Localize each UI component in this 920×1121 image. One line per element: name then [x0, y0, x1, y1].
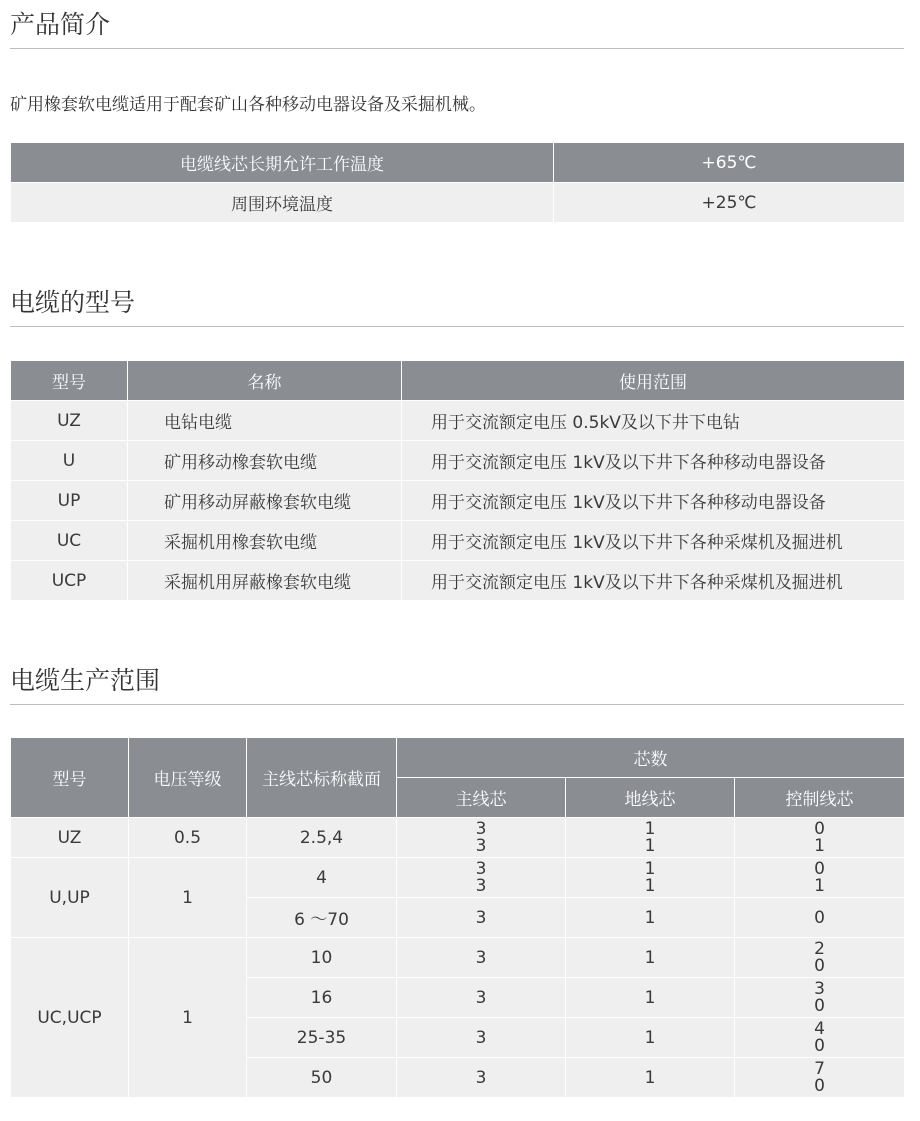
- voltage-cell: 1: [129, 858, 247, 938]
- ground-core-cell: 1 1: [566, 858, 735, 898]
- main-core-cell: 3: [397, 898, 566, 938]
- usage-cell: 用于交流额定电压 1kV及以下井下各种采煤机及掘进机: [402, 521, 905, 561]
- header-name: 名称: [128, 361, 402, 401]
- header-cores: 芯数: [397, 738, 905, 778]
- table-row: [11, 481, 905, 521]
- usage-cell: 用于交流额定电压 1kV及以下井下各种移动电器设备: [402, 441, 905, 481]
- main-core-cell: 3: [397, 1018, 566, 1058]
- model-cell: UZ: [11, 401, 128, 441]
- control-core-cell: 0: [735, 898, 905, 938]
- table-row: [11, 441, 905, 481]
- model-table: [10, 360, 905, 601]
- name-cell: 采掘机用橡套软电缆: [128, 521, 402, 561]
- control-core-cell: 0 1: [735, 818, 905, 858]
- temp-label-cell: 周围环境温度: [11, 183, 554, 223]
- table-row: [11, 818, 905, 858]
- section-title-intro: 产品简介: [10, 8, 904, 49]
- section-title-range: 电缆生产范围: [10, 664, 904, 705]
- main-core-cell: 3: [397, 978, 566, 1018]
- header-control-core: 控制线芯: [735, 778, 905, 818]
- main-core-cell: 3 3: [397, 858, 566, 898]
- control-core-cell: 4 0: [735, 1018, 905, 1058]
- model-cell: UCP: [11, 561, 128, 601]
- ground-core-cell: 1: [566, 1058, 735, 1098]
- control-core-cell: 2 0: [735, 938, 905, 978]
- section-cell: 10: [247, 938, 397, 978]
- table-row: [11, 401, 905, 441]
- temp-value-cell: +65℃: [554, 143, 905, 183]
- section-cell: 50: [247, 1058, 397, 1098]
- ground-core-cell: 1 1: [566, 818, 735, 858]
- control-core-cell: 7 0: [735, 1058, 905, 1098]
- voltage-cell: 0.5: [129, 818, 247, 858]
- section-cell: 16: [247, 978, 397, 1018]
- ground-core-cell: 1: [566, 938, 735, 978]
- usage-cell: 用于交流额定电压 1kV及以下井下各种采煤机及掘进机: [402, 561, 905, 601]
- name-cell: 采掘机用屏蔽橡套软电缆: [128, 561, 402, 601]
- main-core-cell: 3 3: [397, 818, 566, 858]
- ground-core-cell: 1: [566, 978, 735, 1018]
- control-core-cell: 0 1: [735, 858, 905, 898]
- table-row: [11, 521, 905, 561]
- range-table: [10, 737, 905, 1098]
- section-cell: 6 ～70: [247, 898, 397, 938]
- header-ground-core: 地线芯: [566, 778, 735, 818]
- model-cell: UZ: [11, 818, 129, 858]
- main-core-cell: 3: [397, 1058, 566, 1098]
- name-cell: 矿用移动橡套软电缆: [128, 441, 402, 481]
- header-section: 主线芯标称截面: [247, 738, 397, 818]
- model-cell: U,UP: [11, 858, 129, 938]
- model-cell: UC,UCP: [11, 938, 129, 1098]
- usage-cell: 用于交流额定电压 1kV及以下井下各种移动电器设备: [402, 481, 905, 521]
- model-cell: U: [11, 441, 128, 481]
- name-cell: 矿用移动屏蔽橡套软电缆: [128, 481, 402, 521]
- header-voltage: 电压等级: [129, 738, 247, 818]
- header-model: 型号: [11, 361, 128, 401]
- model-cell: UC: [11, 521, 128, 561]
- table-row: [11, 561, 905, 601]
- usage-cell: 用于交流额定电压 0.5kV及以下井下电钻: [402, 401, 905, 441]
- section-title-models: 电缆的型号: [10, 286, 904, 327]
- section-cell: 4: [247, 858, 397, 898]
- table-row: [11, 858, 905, 898]
- table-row: [11, 938, 905, 978]
- temp-label-cell: 电缆线芯长期允许工作温度: [11, 143, 554, 183]
- temperature-table: [10, 142, 905, 223]
- temp-value-cell: +25℃: [554, 183, 905, 223]
- voltage-cell: 1: [129, 938, 247, 1098]
- header-model: 型号: [11, 738, 129, 818]
- model-cell: UP: [11, 481, 128, 521]
- name-cell: 电钻电缆: [128, 401, 402, 441]
- section-cell: 25-35: [247, 1018, 397, 1058]
- section-cell: 2.5,4: [247, 818, 397, 858]
- control-core-cell: 3 0: [735, 978, 905, 1018]
- intro-text: 矿用橡套软电缆适用于配套矿山各种移动电器设备及采掘机械。: [10, 95, 486, 115]
- ground-core-cell: 1: [566, 898, 735, 938]
- header-main-core: 主线芯: [397, 778, 566, 818]
- header-usage: 使用范围: [402, 361, 905, 401]
- main-core-cell: 3: [397, 938, 566, 978]
- ground-core-cell: 1: [566, 1018, 735, 1058]
